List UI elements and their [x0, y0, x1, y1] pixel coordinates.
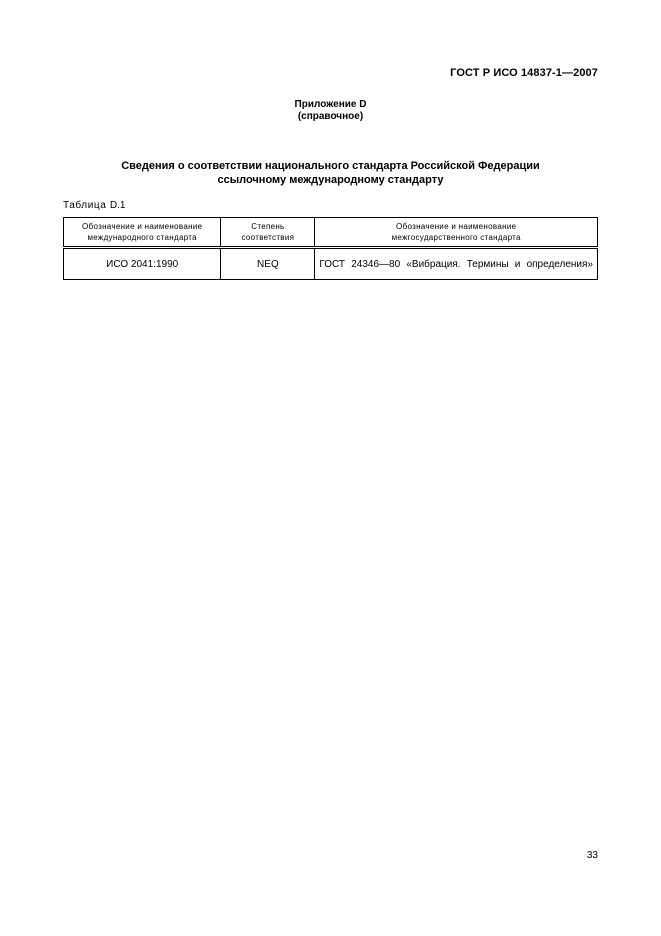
- cell-degree: NEQ: [221, 248, 315, 280]
- appendix-title: Приложение D: [294, 99, 367, 110]
- table-header-row: [64, 218, 598, 248]
- column-header-line: соответствия: [241, 233, 295, 242]
- document-code: ГОСТ Р ИСО 14837-1—2007: [450, 67, 598, 79]
- table-caption: [63, 200, 125, 211]
- column-header-international: [64, 218, 221, 248]
- column-header-line: международного стандарта: [87, 233, 197, 242]
- column-header-degree: [221, 218, 315, 248]
- section-title-line-2: ссылочному международному стандарту: [217, 174, 444, 186]
- section-title-line-1: Сведения о соответствии национального стандарта Российской Федерации: [121, 160, 540, 172]
- table-caption-label: Таблица: [63, 200, 107, 211]
- column-header-line: Степень: [251, 222, 285, 231]
- table-row: [64, 248, 598, 280]
- column-header-line: межгосударственного стандарта: [391, 233, 521, 242]
- correspondence-table: [63, 217, 598, 280]
- cell-international-standard: ИСО 2041:1990: [64, 248, 221, 280]
- cell-interstate-standard: ГОСТ 24346—80 «Вибрация. Термины и определения»: [315, 248, 598, 280]
- column-header-line: Обозначение и наименование: [82, 222, 203, 231]
- appendix-type: (справочное): [297, 111, 364, 122]
- section-title: [0, 159, 661, 187]
- column-header-line: Обозначение и наименование: [396, 222, 517, 231]
- table-caption-number: D.1: [109, 200, 126, 211]
- page-number: 33: [586, 850, 598, 861]
- column-header-interstate: [315, 218, 598, 248]
- appendix-heading: [0, 99, 661, 123]
